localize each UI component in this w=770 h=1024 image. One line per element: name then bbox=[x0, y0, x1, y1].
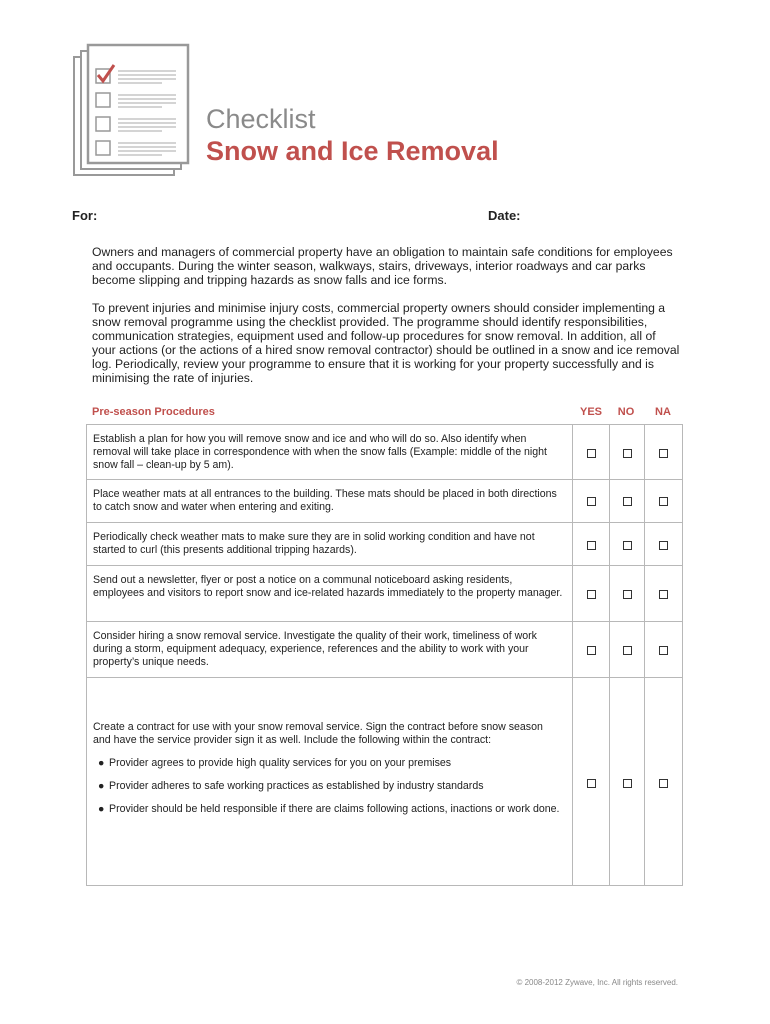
table-row-text: Place weather mats at all entrances to the building. These mats should be placed in both directions to catch snow and water when entering and exiting. bbox=[93, 488, 557, 513]
na-checkbox[interactable] bbox=[659, 779, 668, 788]
title-block bbox=[206, 104, 499, 166]
column-header-yes: YES bbox=[579, 406, 602, 418]
date-label: Date: bbox=[488, 208, 521, 223]
page-subtitle: Snow and Ice Removal bbox=[206, 136, 499, 166]
table-row-text: Periodically check weather mats to make sure they are in solid working condition and have not started to curl (this presents additional tripping hazards). bbox=[93, 531, 535, 556]
column-divider bbox=[572, 425, 573, 885]
no-checkbox[interactable] bbox=[623, 541, 632, 550]
column-header-na: NA bbox=[655, 406, 671, 418]
yes-checkbox[interactable] bbox=[587, 590, 596, 599]
table-row-text: Send out a newsletter, flyer or post a notice on a communal noticeboard asking residents, employees and visitors to report snow and ice-related hazards immediately to the property manager. bbox=[93, 574, 563, 599]
na-checkbox[interactable] bbox=[659, 449, 668, 458]
row-divider bbox=[87, 677, 682, 678]
checklist-table bbox=[86, 424, 683, 886]
table-row-text: Establish a plan for how you will remove snow and ice and who will do so. Also identify when removal will take place in correspondence with when the snow falls (Example: middle of the night snow fall – clean-up by 5 am). bbox=[93, 433, 547, 471]
list-item bbox=[93, 780, 563, 793]
na-checkbox[interactable] bbox=[659, 590, 668, 599]
bullet-text: Provider adheres to safe working practices as established by industry standards bbox=[109, 780, 484, 792]
yes-checkbox[interactable] bbox=[587, 449, 596, 458]
no-checkbox[interactable] bbox=[623, 646, 632, 655]
column-header-no: NO bbox=[617, 406, 635, 418]
page-title: Checklist bbox=[206, 104, 316, 134]
row-divider bbox=[87, 565, 682, 566]
row-divider bbox=[87, 479, 682, 480]
na-checkbox[interactable] bbox=[659, 646, 668, 655]
row-divider bbox=[87, 621, 682, 622]
yes-checkbox[interactable] bbox=[587, 779, 596, 788]
column-divider bbox=[609, 425, 610, 885]
no-checkbox[interactable] bbox=[623, 779, 632, 788]
contract-intro-text: Create a contract for use with your snow removal service. Sign the contract before snow season and have the service provider sign it as well. Include the following within the contract: bbox=[93, 721, 543, 746]
no-checkbox[interactable] bbox=[623, 449, 632, 458]
yes-checkbox[interactable] bbox=[587, 646, 596, 655]
list-item bbox=[93, 757, 563, 770]
na-checkbox[interactable] bbox=[659, 541, 668, 550]
list-item bbox=[93, 803, 563, 816]
table-row-text bbox=[93, 721, 563, 816]
copyright-footer: © 2008-2012 Zywave, Inc. All rights reserved. bbox=[516, 978, 678, 987]
na-checkbox[interactable] bbox=[659, 497, 668, 506]
bullet-icon: ● bbox=[98, 780, 105, 792]
no-checkbox[interactable] bbox=[623, 497, 632, 506]
checklist-clipboard-icon bbox=[72, 43, 190, 179]
section-title: Pre-season Procedures bbox=[92, 406, 215, 418]
yes-checkbox[interactable] bbox=[587, 541, 596, 550]
column-divider bbox=[644, 425, 645, 885]
contract-bullet-list bbox=[93, 757, 563, 816]
for-label: For: bbox=[72, 208, 98, 223]
table-row-text: Consider hiring a snow removal service. Investigate the quality of their work, timeliness of work during a storm, equipment adequacy, experience, references and the ability to work with your property’s unique needs. bbox=[93, 630, 537, 668]
intro-paragraph-2: To prevent injuries and minimise injury costs, commercial property owners should consider implementing a snow removal programme using the checklist provided. The programme should identify responsibilities, communication strategies, equipment used and follow-up procedures for snow removal. In addition, all of your actions (or the actions of a hired snow removal contractor) should be outlined in a snow and ice removal log. Periodically, review your programme to ensure that it is working for your property successfully and is minimising the rate of injuries. bbox=[92, 301, 680, 385]
bullet-text: Provider agrees to provide high quality services for you on your premises bbox=[109, 757, 452, 769]
no-checkbox[interactable] bbox=[623, 590, 632, 599]
bullet-text: Provider should be held responsible if there are claims following actions, inactions or work done. bbox=[109, 803, 560, 815]
yes-checkbox[interactable] bbox=[587, 497, 596, 506]
bullet-icon: ● bbox=[98, 757, 105, 769]
intro-paragraph-1: Owners and managers of commercial property have an obligation to maintain safe conditions for employees and occupants. During the winter season, walkways, stairs, driveways, interior roadways and car parks become slipping and tripping hazards as snow falls and ice forms. bbox=[92, 245, 673, 287]
row-divider bbox=[87, 522, 682, 523]
bullet-icon: ● bbox=[98, 803, 105, 815]
